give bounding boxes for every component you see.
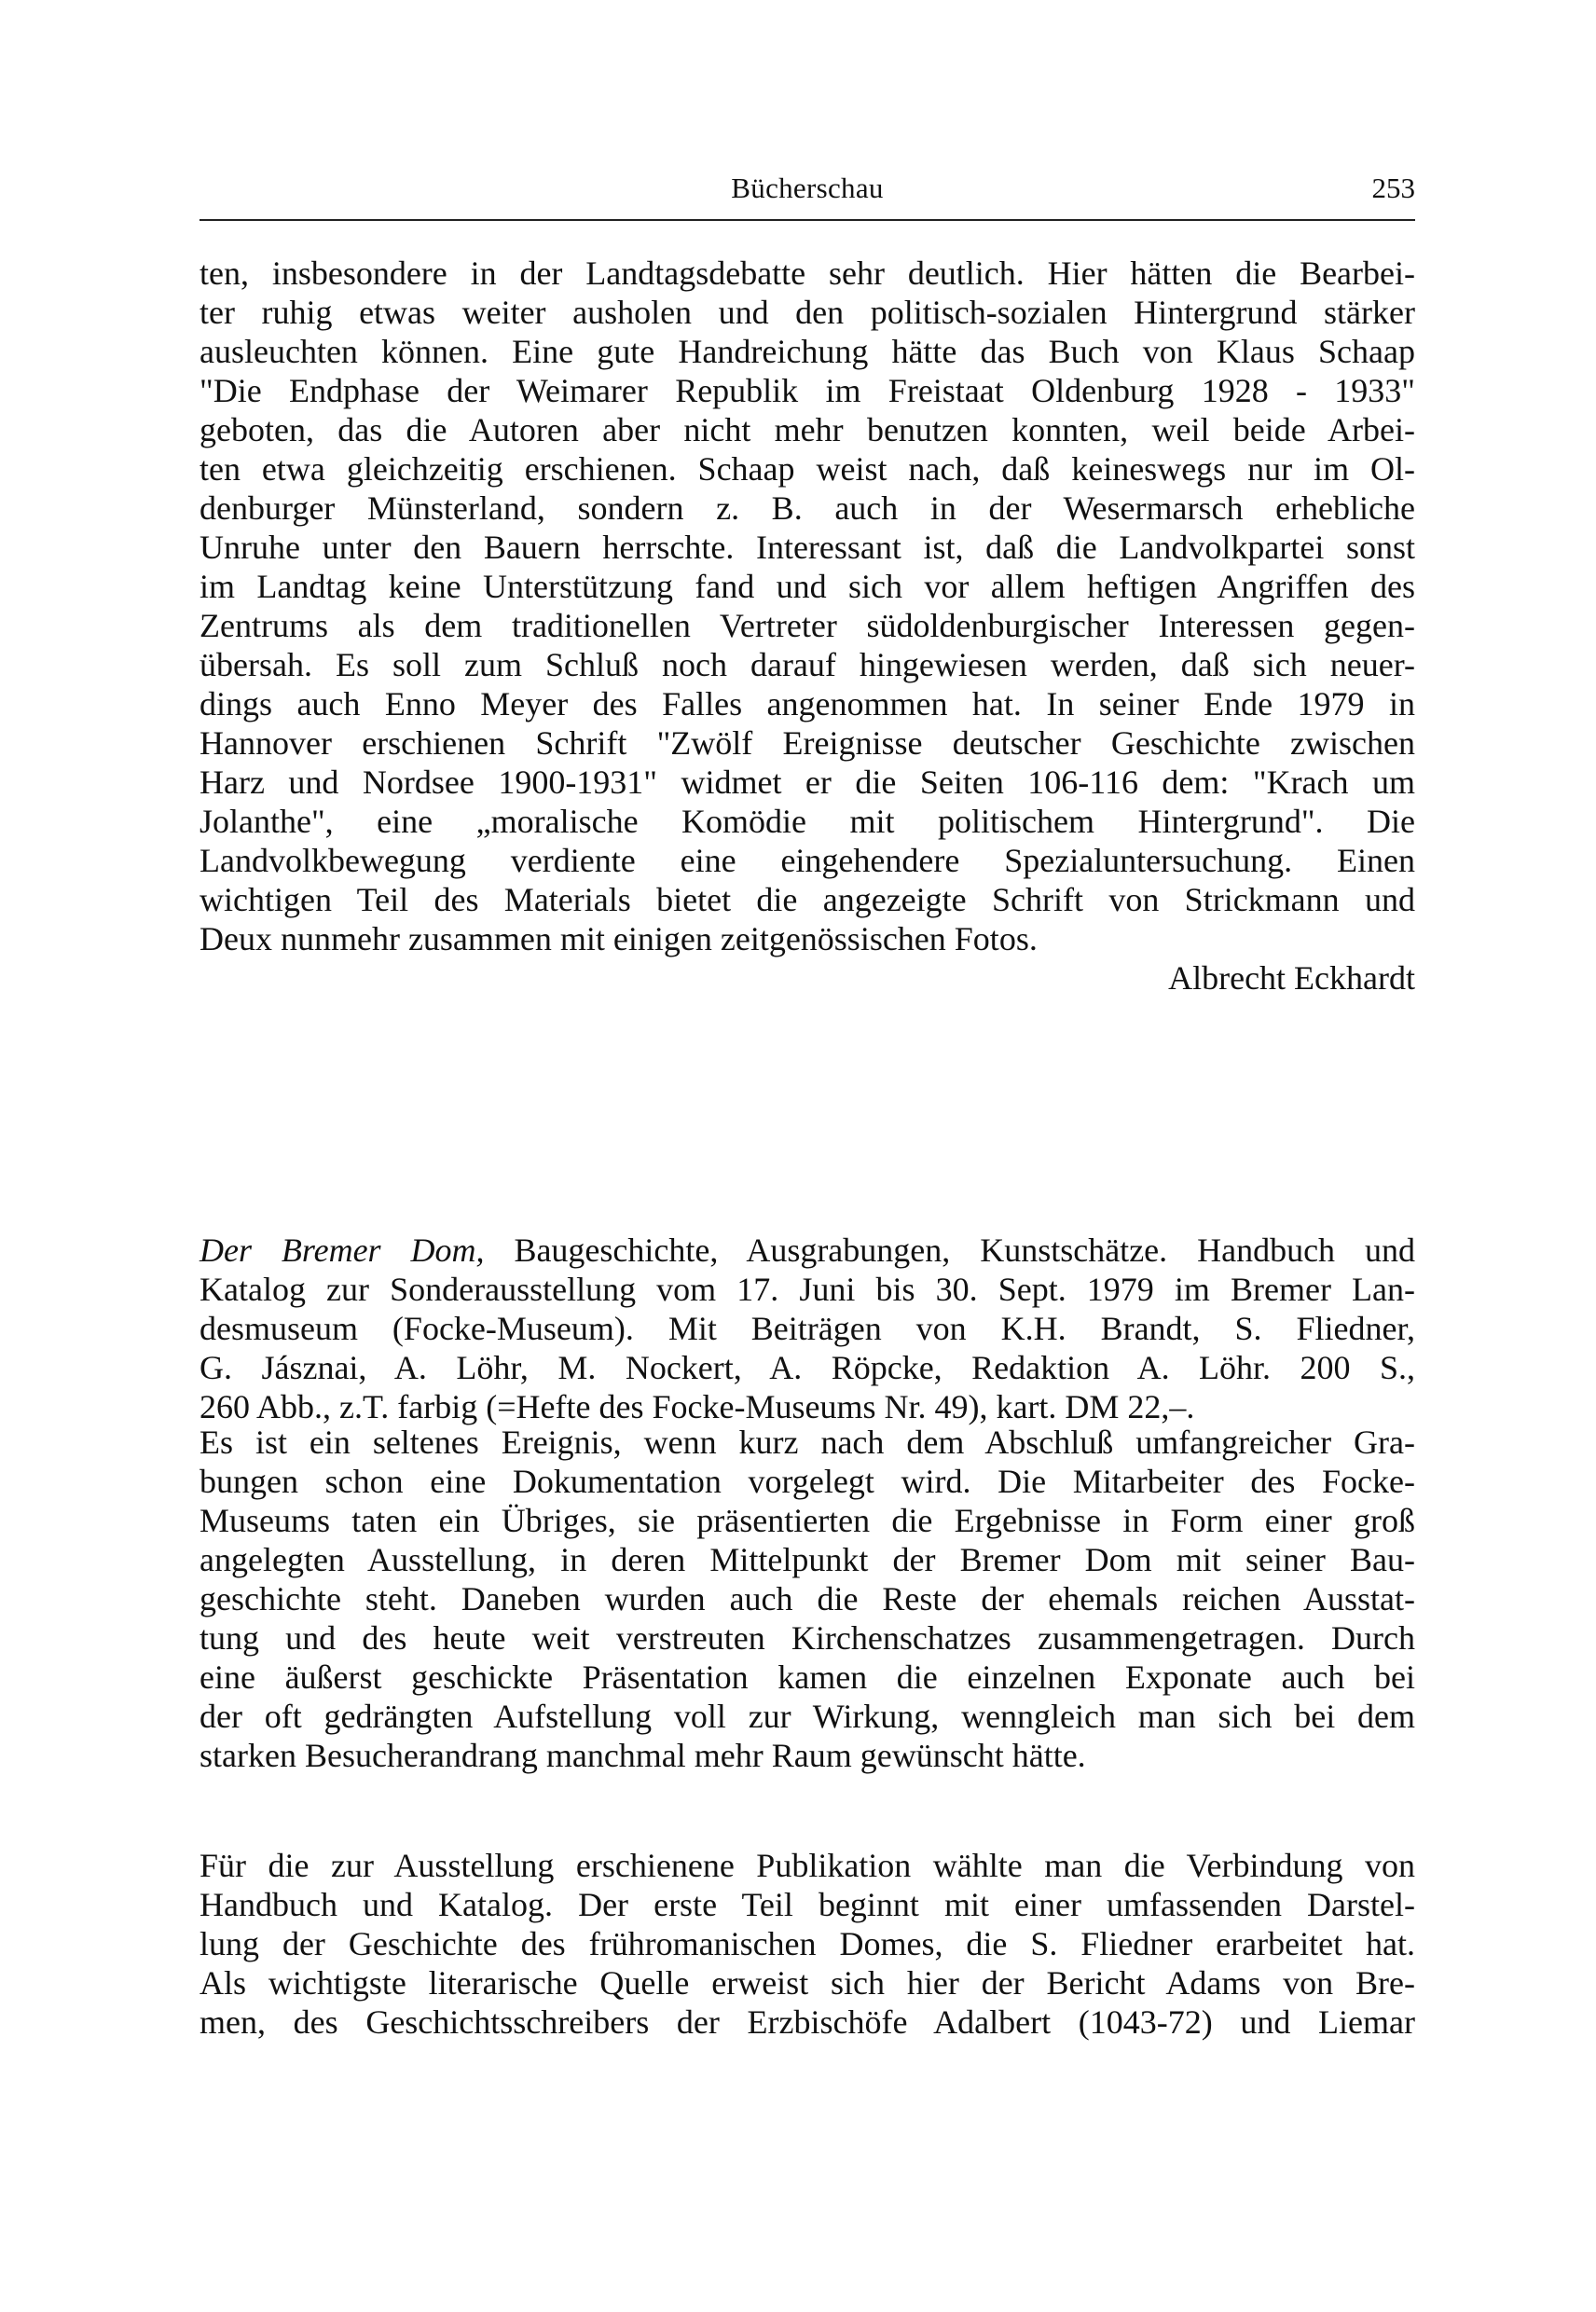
text-line: "Die Endphase der Weimarer Republik im Freistaat Oldenburg 1928 - 1933" xyxy=(200,372,1415,409)
review-1-text xyxy=(200,254,1415,998)
text-line: dings auch Enno Meyer des Falles angenommen hat. In seiner Ende 1979 in xyxy=(200,685,1415,722)
text-line: Landvolkbewegung verdiente eine eingehendere Spezialuntersuchung. Einen xyxy=(200,842,1415,879)
text-line: Hannover erschienen Schrift "Zwölf Ereignisse deutscher Geschichte zwischen xyxy=(200,724,1415,762)
text-line: angelegten Ausstellung, in deren Mittelpunkt der Bremer Dom mit seiner Bau- xyxy=(200,1541,1415,1578)
text-line: Als wichtigste literarische Quelle erweist sich hier der Bericht Adams von Bre- xyxy=(200,1964,1415,2002)
citation-line: G. Jásznai, A. Löhr, M. Nockert, A. Röpcke, Redaktion A. Löhr. 200 S., xyxy=(200,1349,1415,1386)
text-line: Jolanthe", eine „moralische Komödie mit politischem Hintergrund". Die xyxy=(200,803,1415,840)
text-line: Zentrums als dem traditionellen Vertreter südoldenburgischer Interessen gegen- xyxy=(200,607,1415,644)
text-line: ten etwa gleichzeitig erschienen. Schaap weist nach, daß keineswegs nur im Ol- xyxy=(200,450,1415,488)
review-2-paragraph-1 xyxy=(200,1423,1415,1775)
text-line: ausleuchten können. Eine gute Handreichung hätte das Buch von Klaus Schaap xyxy=(200,333,1415,370)
review-2-citation xyxy=(200,1231,1415,1426)
text-line: geboten, das die Autoren aber nicht mehr benutzen konnten, weil beide Arbei- xyxy=(200,411,1415,448)
text-line: Harz und Nordsee 1900-1931" widmet er die Seiten 106-116 dem: "Krach um xyxy=(200,764,1415,801)
text-line: wichtigen Teil des Materials bietet die angezeigte Schrift von Strickmann und xyxy=(200,881,1415,918)
text-line: ten, insbesondere in der Landtagsdebatte sehr deutlich. Hier hätten die Bearbei- xyxy=(200,255,1415,292)
citation-line xyxy=(200,1231,1415,1270)
text-line: der oft gedrängten Aufstellung voll zur Wirkung, wenngleich man sich bei dem xyxy=(200,1698,1415,1735)
text-line: ter ruhig etwas weiter ausholen und den politisch-sozialen Hintergrund stärker xyxy=(200,294,1415,331)
running-head-title: Bücherschau xyxy=(731,172,884,204)
running-head xyxy=(200,164,1415,216)
page-number: 253 xyxy=(1371,172,1415,204)
text-line: im Landtag keine Unterstützung fand und sich vor allem heftigen Angriffen des xyxy=(200,568,1415,605)
text-line: tung und des heute weit verstreuten Kirchenschatzes zusammengetragen. Durch xyxy=(200,1619,1415,1657)
text-line: geschichte steht. Daneben wurden auch die Reste der ehemals reichen Ausstat- xyxy=(200,1580,1415,1617)
book-title: Der Bremer Dom, xyxy=(200,1232,485,1269)
text-line: Museums taten ein Übriges, sie präsentierten die Ergebnisse in Form einer groß xyxy=(200,1502,1415,1539)
review-author: Albrecht Eckhardt xyxy=(1168,959,1415,997)
text-line: denburger Münsterland, sondern z. B. auch in der Wesermarsch erhebliche xyxy=(200,489,1415,527)
text-line: übersah. Es soll zum Schluß noch darauf hingewiesen werden, daß sich neuer- xyxy=(200,646,1415,683)
citation-line: desmuseum (Focke-Museum). Mit Beiträgen von K.H. Brandt, S. Fliedner, xyxy=(200,1310,1415,1347)
text-line: Für die zur Ausstellung erschienene Publikation wählte man die Verbindung von xyxy=(200,1847,1415,1884)
text-line: eine äußerst geschickte Präsentation kamen die einzelnen Exponate auch bei xyxy=(200,1658,1415,1696)
citation-line: Katalog zur Sonderausstellung vom 17. Juni bis 30. Sept. 1979 im Bremer Lan- xyxy=(200,1271,1415,1308)
text-line: Unruhe unter den Bauern herrschte. Interessant ist, daß die Landvolkpartei sonst xyxy=(200,529,1415,566)
review-2-paragraph-2 xyxy=(200,1846,1415,2042)
text-line: Deux nunmehr zusammen mit einigen zeitgenössischen Fotos. xyxy=(200,920,1038,957)
text-line: men, des Geschichtsschreibers der Erzbischöfe Adalbert (1043-72) und Liemar xyxy=(200,2003,1415,2041)
citation-text: Baugeschichte, Ausgrabungen, Kunstschätze. Handbuch und xyxy=(484,1232,1415,1269)
text-line: Es ist ein seltenes Ereignis, wenn kurz nach dem Abschluß umfangreicher Gra- xyxy=(200,1424,1415,1461)
text-line: bungen schon eine Dokumentation vorgelegt wird. Die Mitarbeiter des Focke- xyxy=(200,1463,1415,1500)
text-line: lung der Geschichte des frühromanischen Domes, die S. Fliedner erarbeitet hat. xyxy=(200,1925,1415,1962)
text-line: Handbuch und Katalog. Der erste Teil beginnt mit einer umfassenden Darstel- xyxy=(200,1886,1415,1923)
text-line: starken Besucherandrang manchmal mehr Raum gewünscht hätte. xyxy=(200,1737,1086,1774)
header-rule xyxy=(200,219,1415,221)
citation-line: 260 Abb., z.T. farbig (=Hefte des Focke-Museums Nr. 49), kart. DM 22,–. xyxy=(200,1388,1195,1425)
